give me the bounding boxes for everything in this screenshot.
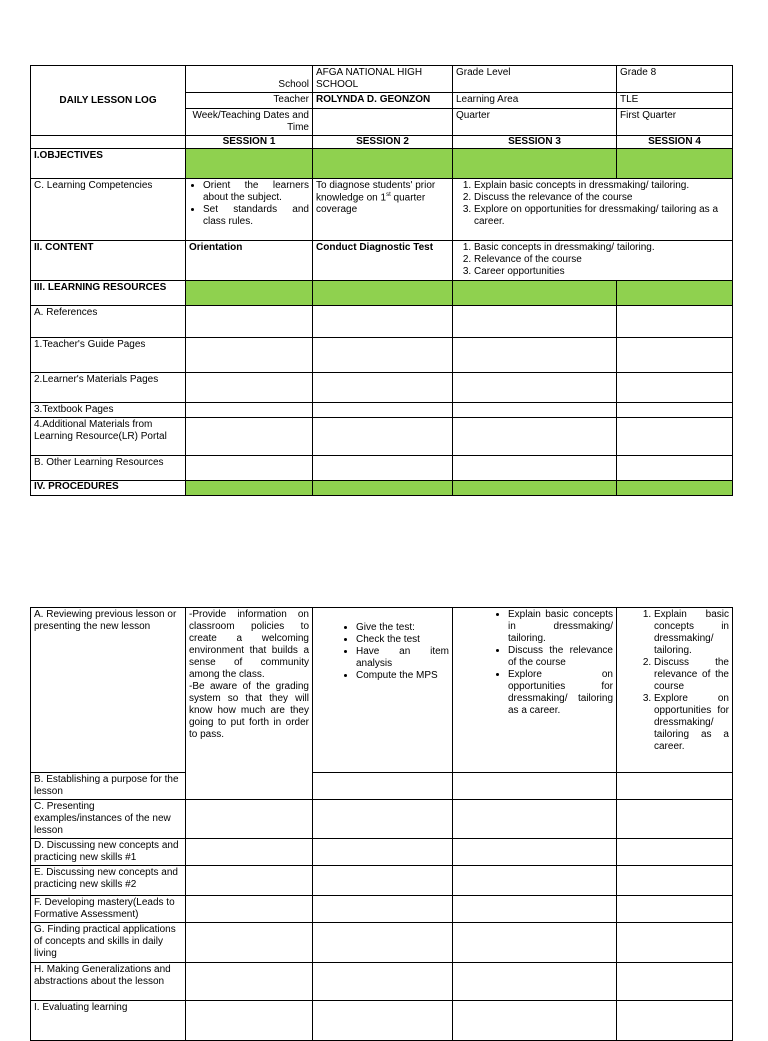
resource-row-label: 4.Additional Materials from Learning Resource(LR) Portal: [31, 418, 186, 456]
competency-item: 3. Explore on opportunities for dressmaking/ tailoring as a career.: [474, 204, 729, 228]
lesson-log-table-procedures: [30, 607, 733, 1041]
procedure-row-label: G. Finding practical applications of concepts and skills in daily living: [31, 923, 186, 963]
content-s1: Orientation: [186, 241, 313, 281]
content-item: 2. Relevance of the course: [474, 254, 729, 266]
session-3-header: SESSION 3: [453, 136, 617, 149]
procedure-item: 1. Explain basic concepts in dressmaking/ tailoring.: [654, 609, 729, 657]
objectives-heading: I.OBJECTIVES: [31, 149, 186, 179]
competency-item: 2. Discuss the relevance of the course: [474, 192, 729, 204]
quarter-value: First Quarter: [617, 109, 733, 136]
school-value: AFGA NATIONAL HIGH SCHOOL: [313, 66, 453, 93]
competency-item: 1. Explain basic concepts in dressmaking/ tailoring.: [474, 180, 729, 192]
procedure-a-s3-cell: [453, 608, 617, 773]
procedure-row-label: D. Discussing new concepts and practicing new skills #1: [31, 839, 186, 866]
school-label: School: [186, 66, 313, 93]
doc-title: DAILY LESSON LOG: [31, 66, 186, 136]
learning-area-label: Learning Area: [453, 93, 617, 109]
procedure-row-label: F. Developing mastery(Leads to Formative Assessment): [31, 896, 186, 923]
procedure-item: • Have an item analysis: [356, 646, 449, 670]
resource-row-label: 2.Learner's Materials Pages: [31, 373, 186, 403]
procedure-item: • Explore on opportunities for dressmaking/ tailoring as a career.: [508, 669, 613, 717]
grade-level-label: Grade Level: [453, 66, 617, 93]
content-heading: II. CONTENT: [31, 241, 186, 281]
procedure-a-s1: -Provide information on classroom policies to create a welcoming environment that builds a sense of community among the class. -Be aware of the grading system so that they will know how much are they going to put forth in order to pass.: [186, 608, 313, 800]
week-dates-label: Week/Teaching Dates and Time: [186, 109, 313, 136]
content-s2: Conduct Diagnostic Test: [313, 241, 453, 281]
session-header-blank: [31, 136, 186, 149]
objectives-s2-cell: [313, 149, 453, 179]
competencies-label: C. Learning Competencies: [31, 179, 186, 241]
session-1-header: SESSION 1: [186, 136, 313, 149]
objectives-s4-cell: [617, 149, 733, 179]
resource-row-label: 3.Textbook Pages: [31, 403, 186, 418]
content-item: 3. Career opportunities: [474, 266, 729, 278]
lesson-log-table-top: [30, 65, 733, 496]
procedure-a-label: A. Reviewing previous lesson or presenting the new lesson: [31, 608, 186, 773]
competencies-s2-cell: To diagnose students' prior knowledge on 1st quarter coverage: [313, 179, 453, 241]
competency-item: • Set standards and class rules.: [203, 204, 309, 228]
competency-item: • Orient the learners about the subject.: [203, 180, 309, 204]
competencies-s1-cell: [186, 179, 313, 241]
procedure-a-s4-cell: [617, 608, 733, 773]
week-dates-value: [313, 109, 453, 136]
learning-resources-heading: III. LEARNING RESOURCES: [31, 281, 186, 306]
procedure-item: • Check the test: [356, 634, 449, 646]
procedure-item: 2. Discuss the relevance of the course: [654, 657, 729, 693]
teacher-value: ROLYNDA D. GEONZON: [313, 93, 453, 109]
teacher-label: Teacher: [186, 93, 313, 109]
resource-row-label: 1.Teacher's Guide Pages: [31, 338, 186, 373]
procedure-row-label: C. Presenting examples/instances of the new lesson: [31, 800, 186, 839]
resource-row-label: B. Other Learning Resources: [31, 456, 186, 481]
objectives-s1-cell: [186, 149, 313, 179]
grade-level-value: Grade 8: [617, 66, 733, 93]
quarter-label: Quarter: [453, 109, 617, 136]
procedure-row-label: B. Establishing a purpose for the lesson: [31, 773, 186, 800]
resource-row-label: A. References: [31, 306, 186, 338]
procedure-item: • Discuss the relevance of the course: [508, 645, 613, 669]
content-item: 1. Basic concepts in dressmaking/ tailoring.: [474, 242, 729, 254]
learning-area-value: TLE: [617, 93, 733, 109]
objectives-s3-cell: [453, 149, 617, 179]
procedure-a-s2-cell: [313, 608, 453, 773]
competencies-s34-cell: [453, 179, 733, 241]
procedure-item: • Explain basic concepts in dressmaking/ tailoring.: [508, 609, 613, 645]
procedure-row-label: H. Making Generalizations and abstractions about the lesson: [31, 963, 186, 1001]
procedures-heading: IV. PROCEDURES: [31, 481, 186, 496]
session-2-header: SESSION 2: [313, 136, 453, 149]
content-s34-cell: [453, 241, 733, 281]
procedure-row-label: I. Evaluating learning: [31, 1001, 186, 1041]
procedure-item: 3. Explore on opportunities for dressmaking/ tailoring as a career.: [654, 693, 729, 753]
procedure-item: • Compute the MPS: [356, 670, 449, 682]
procedure-row-label: E. Discussing new concepts and practicing new skills #2: [31, 866, 186, 896]
session-4-header: SESSION 4: [617, 136, 733, 149]
procedure-item: • Give the test:: [356, 622, 449, 634]
